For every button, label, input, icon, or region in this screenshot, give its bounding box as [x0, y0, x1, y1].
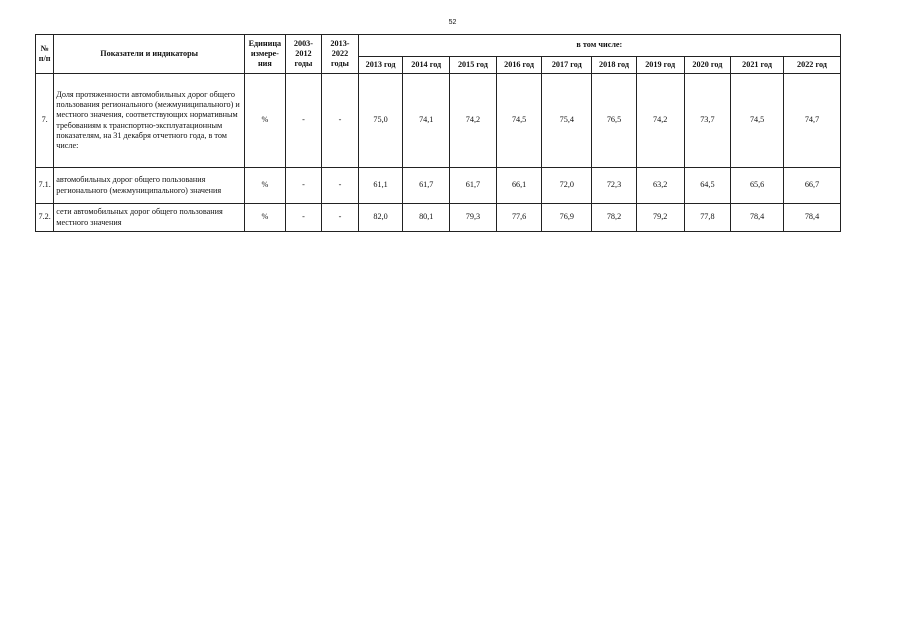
value-cell: 78,4 [783, 204, 840, 232]
value-cell: 78,4 [731, 204, 784, 232]
header-year: 2014 год [403, 57, 450, 74]
value-cell: 72,0 [542, 168, 592, 204]
row-number: 7.2. [36, 204, 54, 232]
value-cell: 63,2 [636, 168, 684, 204]
value-cell: 75,4 [542, 74, 592, 168]
value-cell: 61,1 [358, 168, 403, 204]
unit-cell: % [245, 204, 286, 232]
table-row [36, 204, 841, 232]
period-2013-2022-cell: - [322, 168, 359, 204]
indicator-name: сети автомобильных дорог общего пользования местного значения [54, 204, 245, 232]
value-cell: 66,7 [783, 168, 840, 204]
value-cell: 74,2 [636, 74, 684, 168]
value-cell: 73,7 [684, 74, 731, 168]
header-including: в том числе: [358, 35, 840, 57]
header-year: 2015 год [450, 57, 497, 74]
period-2003-2012-cell: - [285, 204, 322, 232]
value-cell: 74,2 [450, 74, 497, 168]
value-cell: 74,5 [731, 74, 784, 168]
value-cell: 74,1 [403, 74, 450, 168]
value-cell: 66,1 [496, 168, 542, 204]
value-cell: 76,5 [592, 74, 637, 168]
period-2013-2022-cell: - [322, 204, 359, 232]
row-number: 7.1. [36, 168, 54, 204]
table-row [36, 74, 841, 168]
indicators-table [35, 34, 841, 232]
row-number: 7. [36, 74, 54, 168]
table-row [36, 168, 841, 204]
indicator-name: Доля протяженности автомобильных дорог общего пользования регионального (межмуниципального) и местного значения, соответствующих нормативным требованиям к транспортно-эксплуатационным показателям, на 31 декабря отчетного года, в том числе: [54, 74, 245, 168]
page-number: 52 [448, 19, 457, 26]
value-cell: 82,0 [358, 204, 403, 232]
header-year: 2013 год [358, 57, 403, 74]
value-cell: 65,6 [731, 168, 784, 204]
period-2003-2012-cell: - [285, 74, 322, 168]
period-2003-2012-cell: - [285, 168, 322, 204]
header-2003-2012: 2003-2012 годы [285, 35, 322, 74]
value-cell: 61,7 [403, 168, 450, 204]
header-unit: Единица измере-ния [245, 35, 286, 74]
value-cell: 78,2 [592, 204, 637, 232]
header-year: 2020 год [684, 57, 731, 74]
header-name: Показатели и индикаторы [54, 35, 245, 74]
value-cell: 64,5 [684, 168, 731, 204]
value-cell: 72,3 [592, 168, 637, 204]
header-2013-2022: 2013-2022 годы [322, 35, 359, 74]
value-cell: 79,2 [636, 204, 684, 232]
value-cell: 77,8 [684, 204, 731, 232]
header-year: 2022 год [783, 57, 840, 74]
value-cell: 75,0 [358, 74, 403, 168]
value-cell: 76,9 [542, 204, 592, 232]
value-cell: 79,3 [450, 204, 497, 232]
value-cell: 74,7 [783, 74, 840, 168]
header-year: 2019 год [636, 57, 684, 74]
value-cell: 61,7 [450, 168, 497, 204]
header-num: № п/п [36, 35, 54, 74]
header-year: 2017 год [542, 57, 592, 74]
header-year: 2018 год [592, 57, 637, 74]
header-year: 2021 год [731, 57, 784, 74]
value-cell: 74,5 [496, 74, 542, 168]
period-2013-2022-cell: - [322, 74, 359, 168]
value-cell: 80,1 [403, 204, 450, 232]
indicator-name: автомобильных дорог общего пользования регионального (межмуниципального) значения [54, 168, 245, 204]
header-year: 2016 год [496, 57, 542, 74]
unit-cell: % [245, 168, 286, 204]
value-cell: 77,6 [496, 204, 542, 232]
header-row-1 [36, 35, 841, 57]
unit-cell: % [245, 74, 286, 168]
